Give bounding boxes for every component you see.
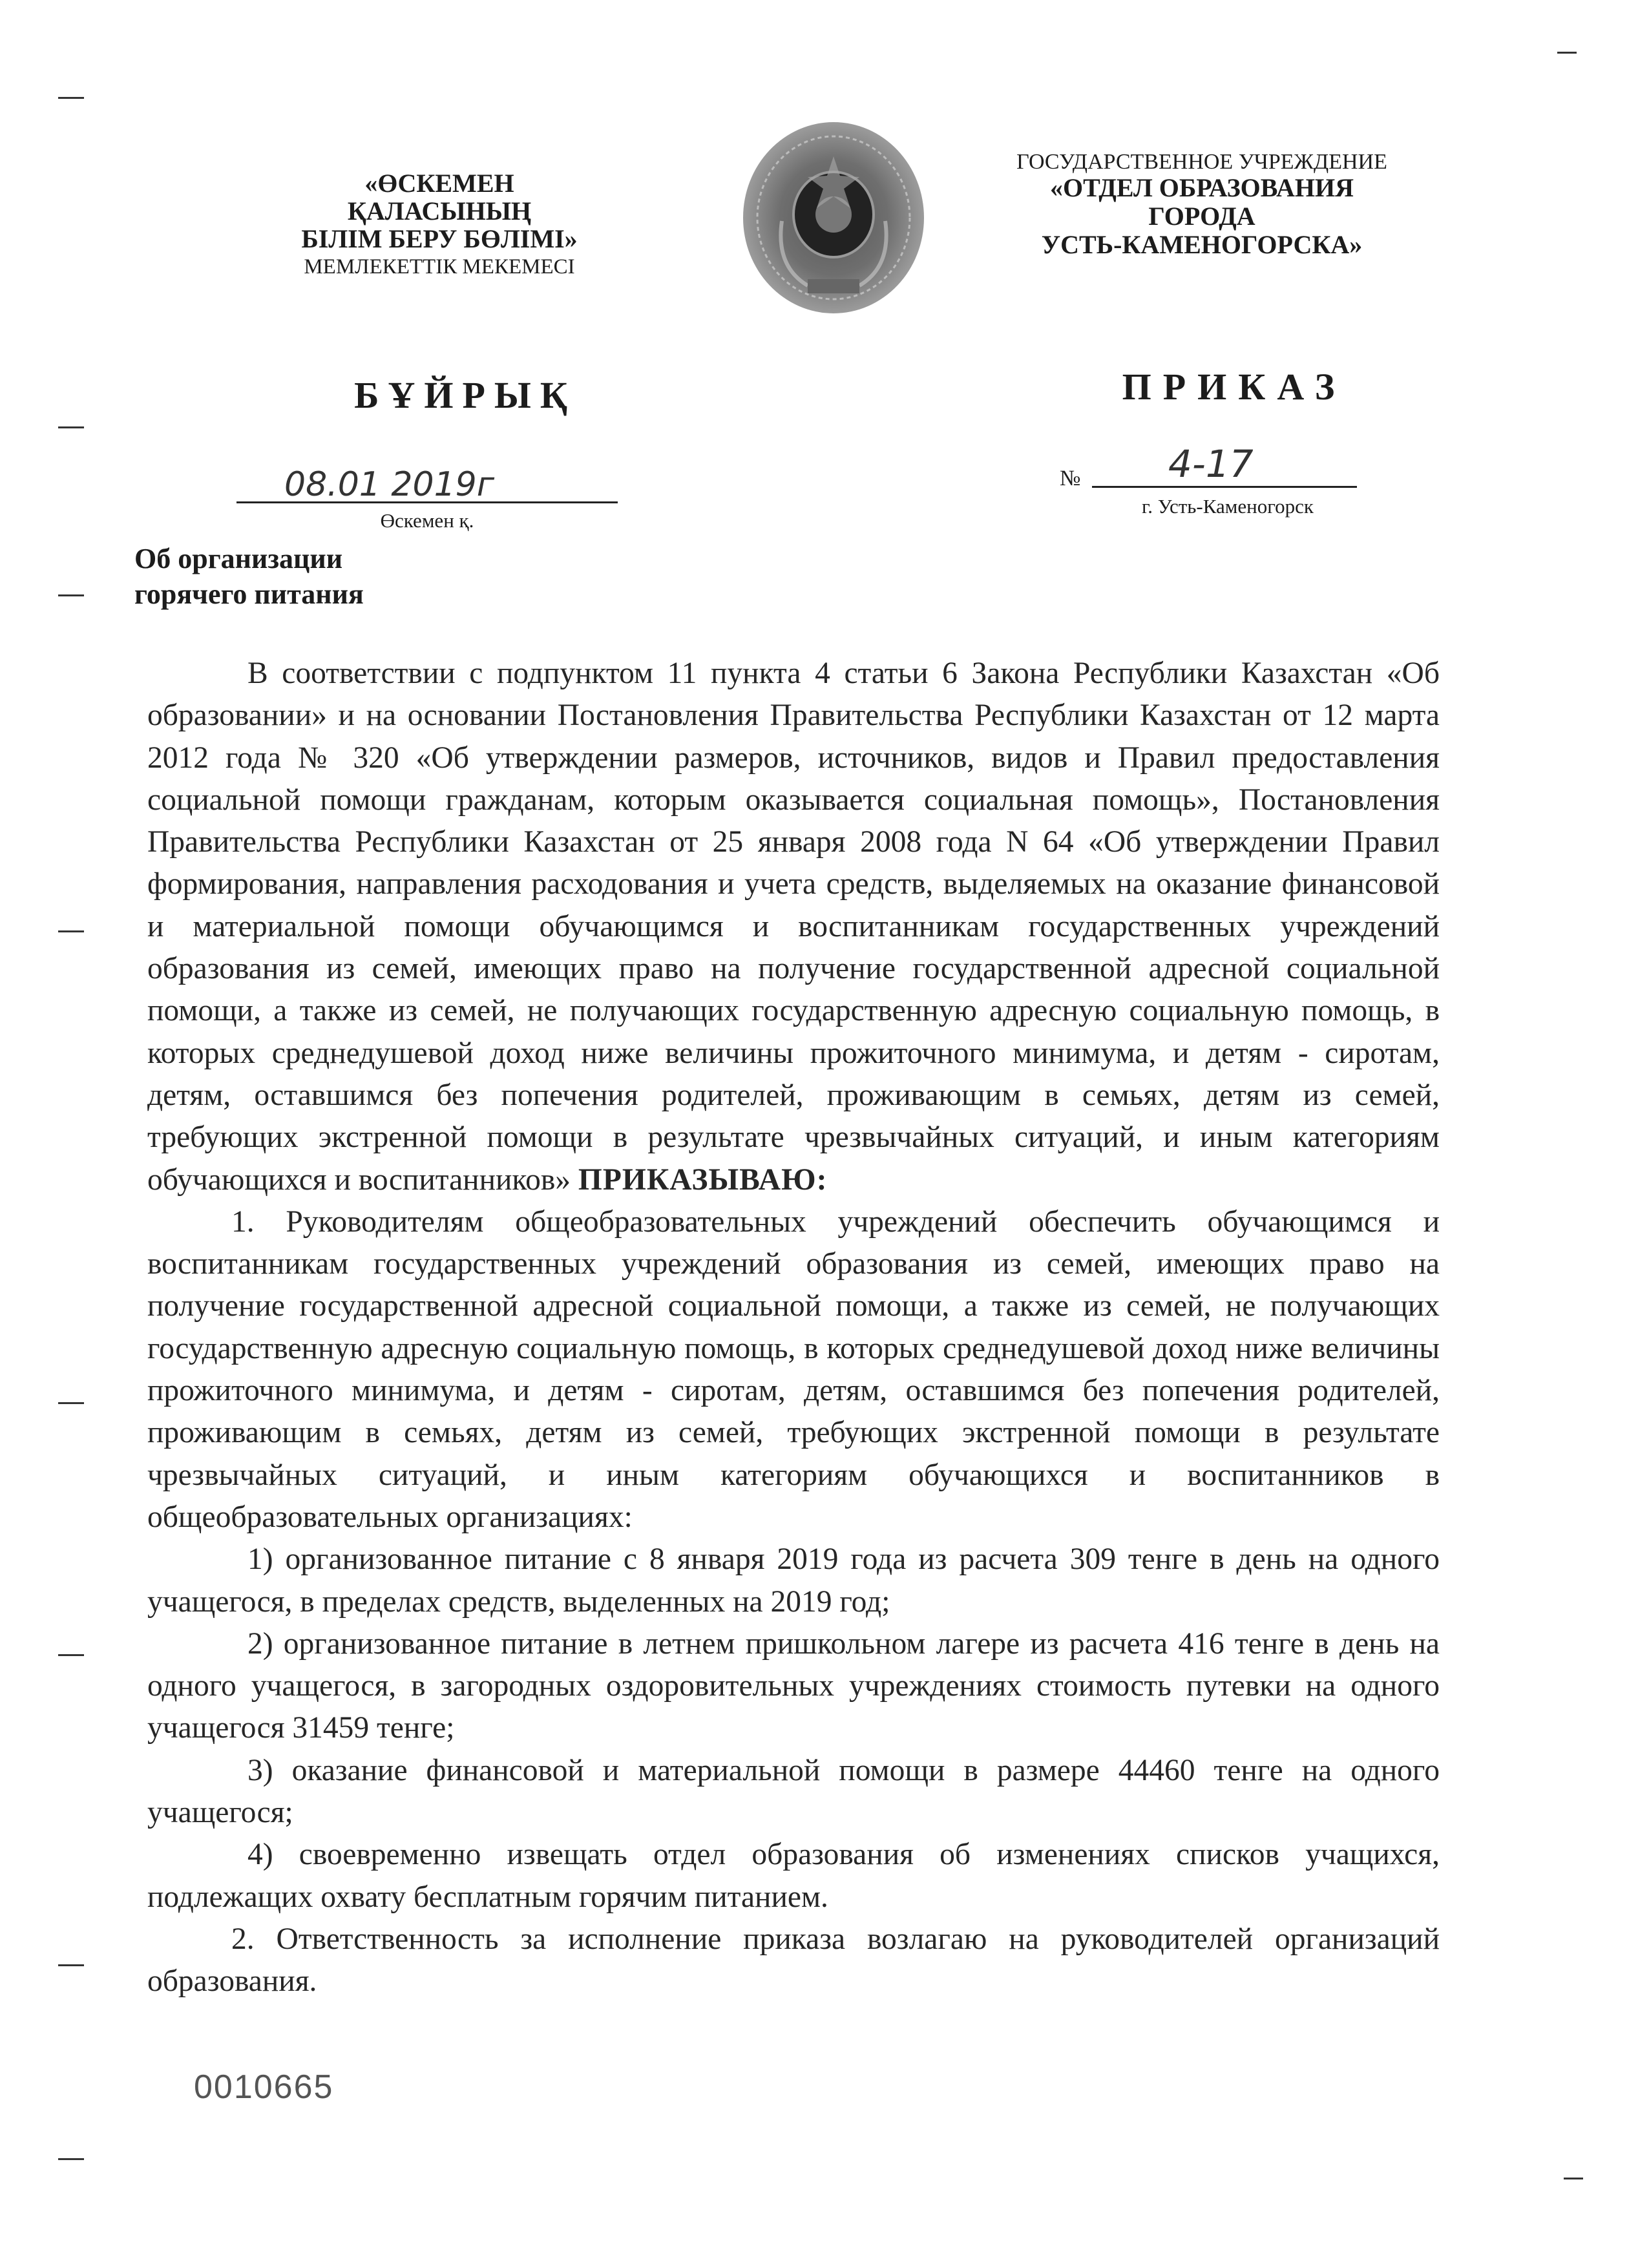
header-right-ru bbox=[943, 150, 1460, 259]
doc-title-ru: ПРИКАЗ bbox=[1122, 366, 1347, 408]
org-name-ru-line2: ГОРОДА bbox=[1148, 202, 1255, 231]
margin-mark bbox=[58, 930, 84, 932]
subitem-4: 4) своевременно извещать отдел образования об изменениях списков учащихся, подлежащих охвату бесплатным горячим питанием. bbox=[147, 1838, 1440, 1914]
margin-mark bbox=[58, 1964, 84, 1966]
item-1: 1. Руководителям общеобразовательных учреждений обеспечить обучающимся и воспитанникам государственных учреждений образования из семей, имеющих право на получение государственной адресной социальной помощи, а также из семей, не получающих государственную адресную социальную помощь, в которых среднедушевой доход ниже величины прожиточного минимума, и детям - сиротам, детям, оставшимся без попечения родителей, проживающим в семьях, детям из семей, требующих экстренной помощи в результате чрезвычайных ситуаций, и иным категориям обучающихся и воспитанников в общеобразовательных организациях: bbox=[147, 1204, 1440, 1534]
margin-mark bbox=[58, 2158, 84, 2160]
margin-mark bbox=[1564, 2178, 1583, 2179]
number-sign: № bbox=[1060, 467, 1081, 490]
org-type-kz: МЕМЛЕКЕТТІК МЕКЕМЕСІ bbox=[304, 255, 575, 278]
org-name-ru-line3: УСТЬ-КАМЕНОГОРСКА» bbox=[1041, 230, 1363, 260]
org-name-kz-line1: «ӨСКЕМЕН bbox=[364, 169, 514, 198]
order-word: ПРИКАЗЫВАЮ: bbox=[578, 1162, 828, 1197]
header-left-kz bbox=[246, 169, 633, 278]
org-name-ru-line1: «ОТДЕЛ ОБРАЗОВАНИЯ bbox=[1050, 173, 1354, 203]
city-ru: г. Усть-Каменогорск bbox=[1142, 495, 1314, 518]
subject-line2: горячего питания bbox=[134, 578, 364, 610]
handwritten-number: 4-17 bbox=[1168, 442, 1254, 486]
city-kz: Өскемен қ. bbox=[380, 509, 474, 532]
org-type-ru: ГОСУДАРСТВЕННОЕ УЧРЕЖДЕНИЕ bbox=[1016, 150, 1387, 174]
subject-line1: Об организации bbox=[134, 543, 343, 574]
number-underline bbox=[1092, 486, 1357, 488]
preamble-paragraph bbox=[147, 653, 1440, 1201]
margin-mark bbox=[1557, 52, 1577, 54]
order-subject bbox=[134, 541, 587, 612]
order-body bbox=[147, 653, 1440, 2003]
margin-mark bbox=[58, 594, 84, 596]
org-name-kz-line2: ҚАЛАСЫНЫҢ bbox=[347, 196, 532, 226]
subitem-2: 2) организованное питание в летнем пришкольном лагере из расчета 416 тенге в день на одного учащегося, в загородных оздоровительных учреждениях стоимость путевки на одного учащегося 31459 тенге; bbox=[147, 1626, 1440, 1745]
preamble-text: В соответствии с подпунктом 11 пункта 4 статьи 6 Закона Республики Казахстан «Об образовании» и на основании Постановления Правительства Республики Казахстан от 12 марта 2012 года № 320 «Об утверждении размеров, источников, видов и Правил предоставления социальной помощи гражданам, которым оказывается социальная помощь», Постановления Правительства Республики Казахстан от 25 января 2008 года N 64 «Об утверждении Правил формирования, направления расходования и учета средств, выделяемых на оказание финансовой и материальной помощи обучающимся и воспитанникам государственных учреждений образования из семей, имеющих право на получение государственной адресной социальной помощи, а также из семей, не получающих государственную адресную социальную помощь, в которых среднедушевой доход ниже величины прожиточного минимума, и детям - сиротам, детям, оставшимся без попечения родителей, проживающим в семьях, детям из семей, требующих экстренной помощи в результате чрезвычайных ситуаций, и иным категориям обучающихся и воспитанников» bbox=[147, 656, 1440, 1197]
margin-mark bbox=[58, 426, 84, 428]
margin-mark bbox=[58, 1654, 84, 1656]
serial-number-stamp: 0010665 bbox=[194, 2068, 334, 2106]
margin-mark bbox=[58, 1402, 84, 1404]
state-emblem-icon bbox=[737, 118, 930, 318]
subitem-1: 1) организованное питание с 8 января 2019 года из расчета 309 тенге в день на одного учащегося, в пределах средств, выделенных на 2019 год; bbox=[147, 1542, 1440, 1619]
doc-title-kz: БҰЙРЫҚ bbox=[354, 374, 576, 416]
margin-mark bbox=[58, 97, 84, 99]
subitem-3: 3) оказание финансовой и материальной помощи в размере 44460 тенге на одного учащегося; bbox=[147, 1753, 1440, 1830]
item-2: 2. Ответственность за исполнение приказа возлагаю на руководителей организаций образования. bbox=[147, 1922, 1440, 1999]
date-underline bbox=[236, 501, 618, 503]
handwritten-date: 08.01 2019г bbox=[284, 465, 495, 504]
org-name-kz-line3: БІЛІМ БЕРУ БӨЛІМІ» bbox=[301, 224, 578, 254]
